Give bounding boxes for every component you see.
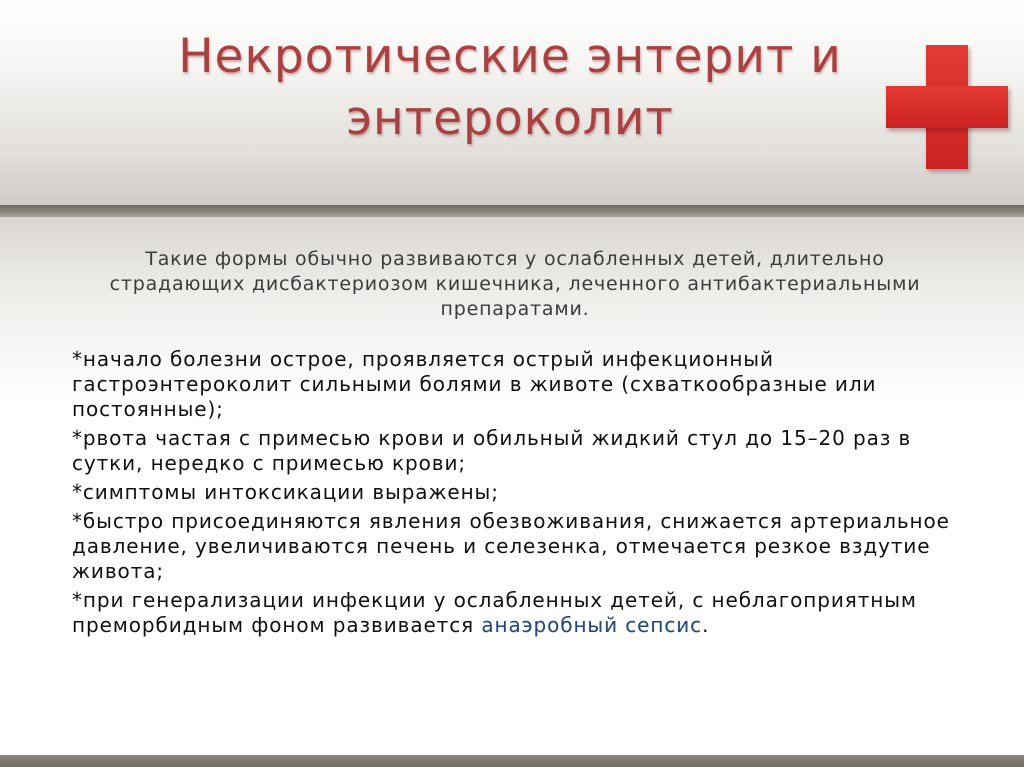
list-item: *быстро присоединяются явления обезвоживания, снижается артериальное давление, увеличиваются печень и селезенка, отмечается резкое вздутие живота;: [72, 509, 950, 583]
header: [0, 0, 1024, 205]
list-item: *симптомы интоксикации выражены;: [72, 480, 499, 504]
symptom-list: [72, 347, 987, 642]
red-cross-icon: [886, 45, 1008, 169]
list-item-text: *при генерализации инфекции у ослабленных детей, с неблагоприятным преморбидным фоном развивается: [72, 588, 917, 637]
intro-paragraph: Такие формы обычно развиваются у ослабленных детей, длительно страдающих дисбактериозом кишечника, леченного антибактериальными препаратами.: [109, 248, 921, 320]
list-item: *начало болезни острое, проявляется острый инфекционный гастроэнтероколит сильными болями в животе (схваткообразные или постоянные);: [72, 347, 877, 421]
list-item-end: .: [702, 613, 710, 637]
divider-strip: [0, 205, 1024, 217]
list-item: [72, 588, 987, 638]
bottom-bar: [0, 755, 1024, 767]
list-item: *рвота частая с примесью крови и обильный жидкий стул до 15–20 раз в сутки, нередко с примесью крови;: [72, 426, 912, 475]
content-area: [0, 217, 1024, 755]
slide-title: Некротические энтерит и энтероколит: [178, 29, 842, 146]
anaerobic-sepsis-link[interactable]: анаэробный сепсис: [481, 613, 703, 637]
